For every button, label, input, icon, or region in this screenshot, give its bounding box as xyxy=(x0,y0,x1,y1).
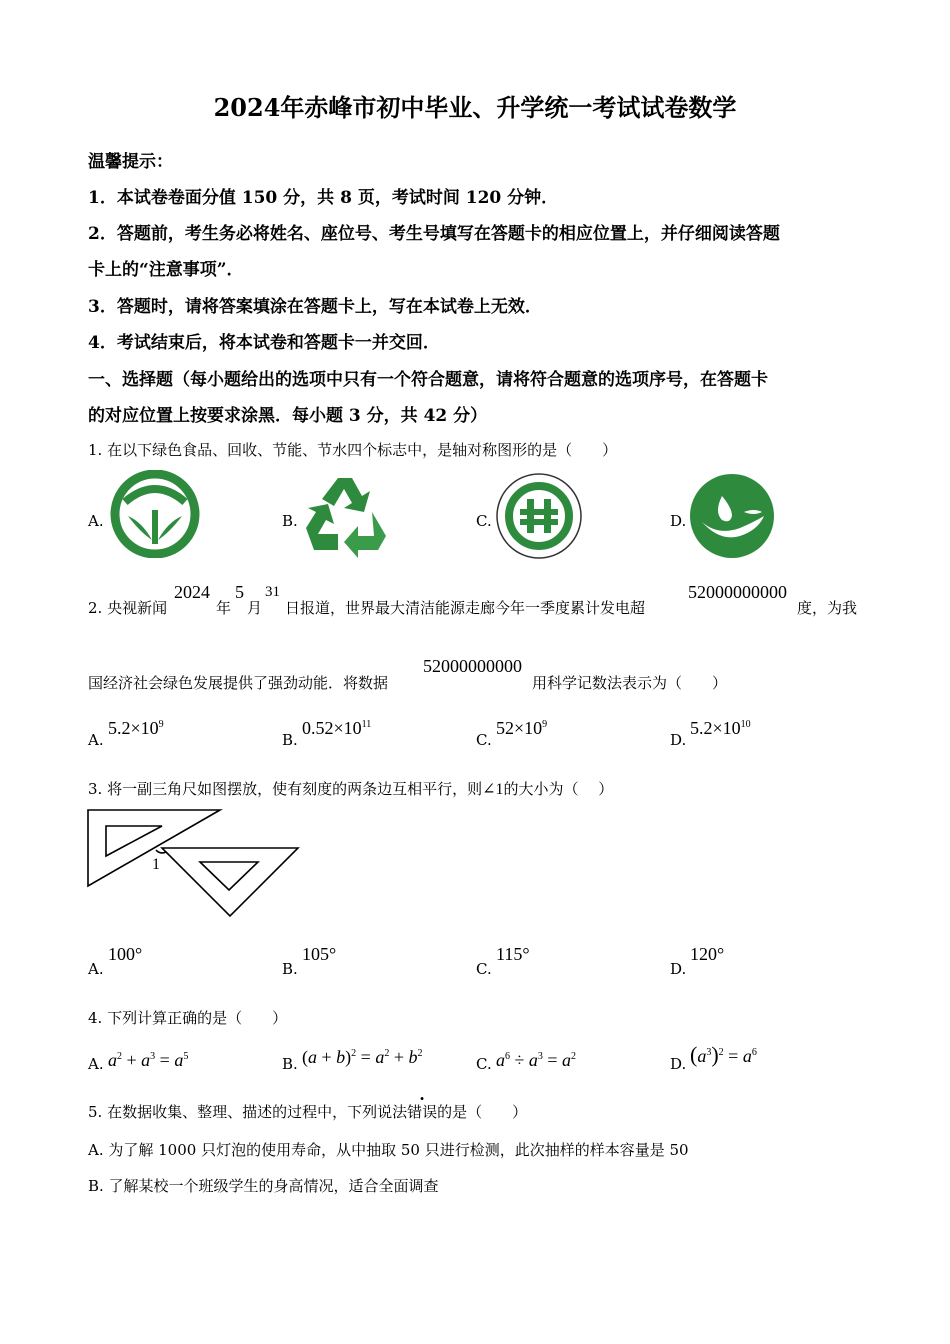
q2-day: 31 xyxy=(265,584,280,600)
notice-item-3: 3．答题时，请将答案填涂在答题卡上，写在本试卷上无效． xyxy=(88,297,542,317)
section-heading: 一、选择题（每小题给出的选项中只有一个符合题意，请将符合题意的选项序号，在答题卡 xyxy=(88,370,768,390)
energy-saving-logo-icon xyxy=(494,471,584,561)
notice-item-4: 4．考试结束后，将本试卷和答题卡一并交回． xyxy=(88,333,440,353)
notice-heading: 温馨提示： xyxy=(88,152,173,172)
q3-option-c-value: 115° xyxy=(496,944,530,964)
q2-nian: 年 xyxy=(216,599,232,617)
q2-option-b-label: B. xyxy=(282,731,298,749)
q3-option-d-label: D. xyxy=(670,960,687,978)
q2-option-d-label: D. xyxy=(670,731,687,749)
figure-angle-label: 1 xyxy=(152,856,160,873)
q4-option-c-expression: $a^6 \div a^3 = a^2$ xyxy=(496,1050,577,1070)
set-squares-figure xyxy=(86,808,302,920)
notice-item-2-cont: 卡上的“注意事项”． xyxy=(88,260,244,280)
q4-option-d-label: D. xyxy=(670,1055,687,1073)
q5-stem-part2: 的是（ ） xyxy=(437,1103,528,1121)
water-saving-logo-icon xyxy=(688,472,776,560)
q1-option-a-label: A. xyxy=(88,512,104,530)
q2-year: 2024 xyxy=(174,582,210,602)
section-heading-cont: 的对应位置上按要求涂黑．每小题 3 分，共 42 分） xyxy=(88,406,488,426)
green-food-logo-icon xyxy=(110,470,200,558)
q2-stem-part1: 2. 央视新闻 xyxy=(88,599,168,617)
q1-option-c-label: C. xyxy=(476,512,492,530)
q2-option-a-value: $5.2\times 10^9$ xyxy=(108,718,164,738)
q4-option-b-label: B. xyxy=(282,1055,298,1073)
q3-stem xyxy=(88,778,613,799)
notice-item-1: 1．本试卷卷面分值 150 分，共 8 页，考试时间 120 分钟． xyxy=(88,188,559,208)
page-title: 2024年赤峰市初中毕业、升学统一考试试卷数学 xyxy=(213,93,737,122)
q2-option-c-label: C. xyxy=(476,731,492,749)
q2-stem-line2b: 用科学记数法表示为（ ） xyxy=(532,674,728,692)
notice-item-2: 2．答题前，考生务必将姓名、座位号、考生号填写在答题卡的相应位置上，并仔细阅读答题 xyxy=(88,224,780,244)
q3-stem-part1: 3. 将一副三角尺如图摆放，使有刻度的两条边互相平行，则 xyxy=(88,780,483,798)
q2-option-b-value: $0.52\times 10^{11}$ xyxy=(302,718,372,738)
q1-option-d-label: D. xyxy=(670,512,687,530)
q5-stem-part1: 5. 在数据收集、整理、描述的过程中，下列说法 xyxy=(88,1103,408,1121)
q2-month: 5 xyxy=(235,582,244,602)
q5-stem xyxy=(88,1101,527,1122)
q3-angle-symbol: ∠1 xyxy=(482,781,504,798)
q2-stem-part2: 日报道，世界最大清洁能源走廊今年一季度累计发电超 xyxy=(285,599,646,617)
q3-stem-part2: 的大小为（ ） xyxy=(503,780,614,798)
q2-option-a-label: A. xyxy=(88,731,104,749)
q1-option-b-label: B. xyxy=(282,512,298,530)
q5-option-b: B. 了解某校一个班级学生的身高情况，适合全面调查 xyxy=(88,1177,439,1195)
q5-option-a: A. 为了解 1000 只灯泡的使用寿命，从中抽取 50 只进行检测，此次抽样的样本容量是 50 xyxy=(88,1141,689,1159)
q2-yue: 月 xyxy=(247,599,263,617)
q2-option-d-value: $5.2\times 10^{10}$ xyxy=(690,718,751,738)
q1-stem: 1. 在以下绿色食品、回收、节能、节水四个标志中，是轴对称图形的是（ ） xyxy=(88,441,618,459)
q5-emphasis-word: 错误 xyxy=(407,1103,438,1121)
q3-option-a-label: A. xyxy=(88,960,104,978)
q2-stem-part3: 度，为我 xyxy=(797,599,858,617)
recycle-logo-icon xyxy=(300,472,390,558)
q4-stem: 4. 下列计算正确的是（ ） xyxy=(88,1009,288,1027)
q4-option-a-expression: $a^2 + a^3 = a^5$ xyxy=(108,1050,189,1070)
q3-option-b-value: 105° xyxy=(302,944,337,964)
q3-option-b-label: B. xyxy=(282,960,298,978)
q4-option-a-label: A. xyxy=(88,1055,104,1073)
q3-option-a-value: 100° xyxy=(108,944,143,964)
q4-option-d-expression: $(a^3)^2 = a^6$ xyxy=(690,1042,757,1067)
q4-option-c-label: C. xyxy=(476,1055,492,1073)
q2-number: 52000000000 xyxy=(688,582,787,602)
q2-stem-line2a: 国经济社会绿色发展提供了强劲动能．将数据 xyxy=(88,674,389,692)
q3-option-c-label: C. xyxy=(476,960,492,978)
q2-option-c-value: $52\times 10^9$ xyxy=(496,718,548,738)
q4-option-b-expression: $(a + b)^2 = a^2 + b^2$ xyxy=(302,1047,423,1067)
q3-option-d-value: 120° xyxy=(690,944,725,964)
q2-number-2: 52000000000 xyxy=(423,656,522,676)
